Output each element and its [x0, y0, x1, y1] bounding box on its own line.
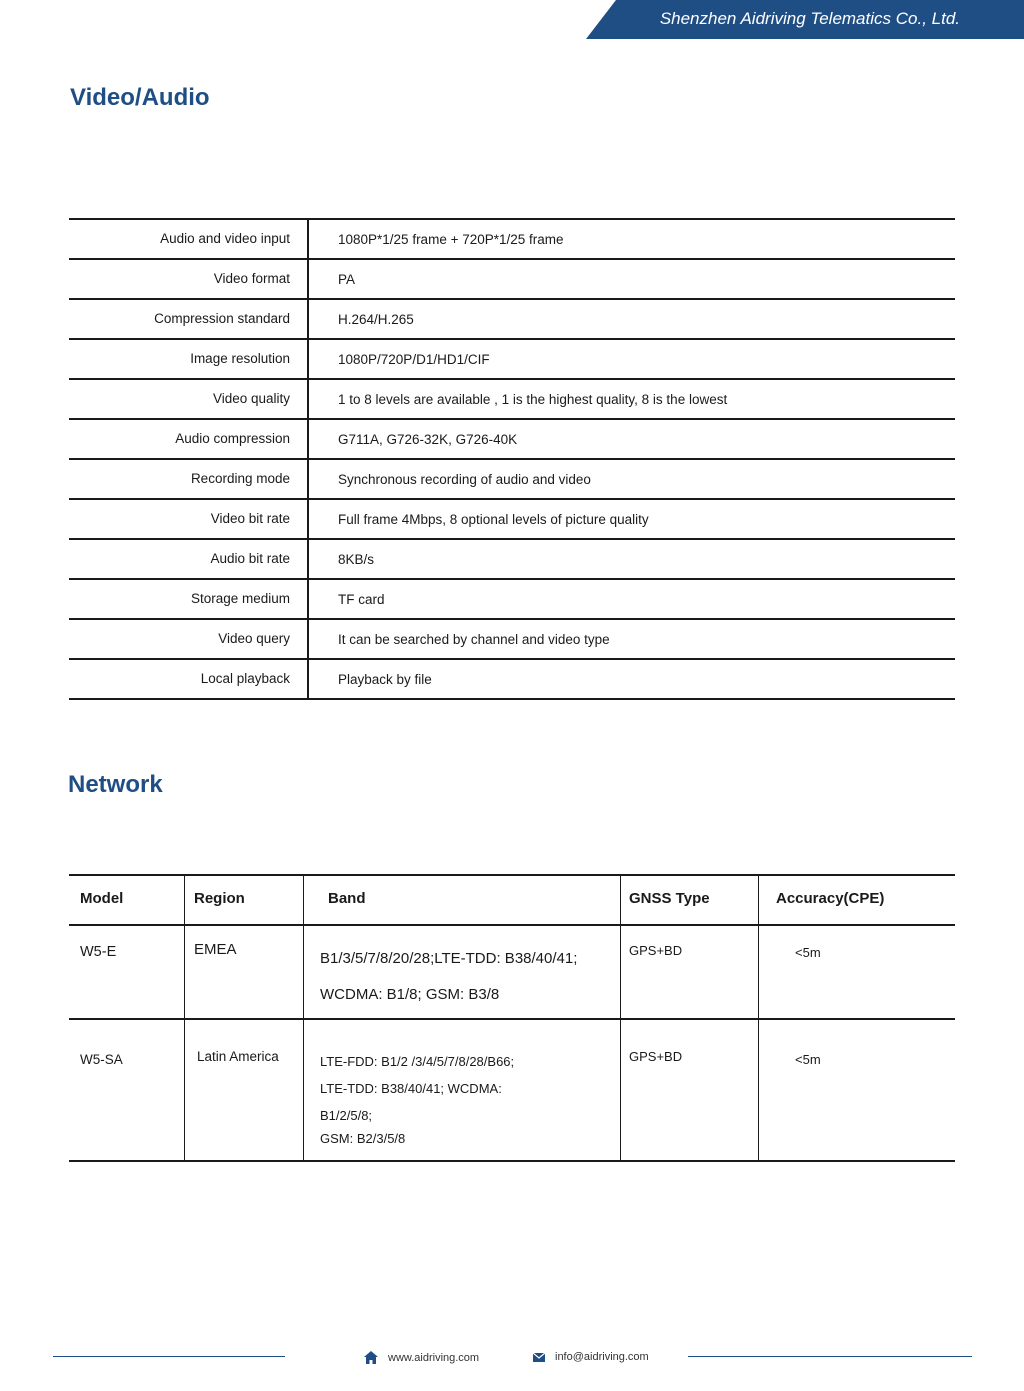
table-row — [69, 658, 955, 700]
spec-value: Synchronous recording of audio and video — [338, 472, 591, 487]
video-audio-table — [69, 218, 955, 700]
header-model: Model — [69, 876, 185, 924]
table-row — [69, 1018, 955, 1162]
spec-label: Audio compression — [69, 420, 309, 458]
spec-label: Storage medium — [69, 580, 309, 618]
company-name: Shenzhen Aidriving Telematics Co., Ltd. — [659, 9, 960, 28]
spec-label: Audio bit rate — [69, 540, 309, 578]
spec-value: TF card — [338, 592, 385, 607]
footer-divider-right — [688, 1356, 972, 1357]
spec-value: 1080P/720P/D1/HD1/CIF — [338, 352, 490, 367]
band-cell — [304, 926, 621, 1018]
video-audio-title: Video/Audio — [70, 84, 210, 111]
band-line: B1/3/5/7/8/20/28;LTE-TDD: B38/40/41; — [320, 950, 578, 967]
region-cell: EMEA — [185, 926, 304, 1018]
header-gnss: GNSS Type — [621, 876, 759, 924]
network-title: Network — [68, 771, 163, 798]
table-row — [69, 258, 955, 298]
table-row — [69, 458, 955, 498]
spec-label: Audio and video input — [69, 220, 309, 258]
region-cell: Latin America — [185, 1020, 304, 1160]
spec-label: Local playback — [69, 660, 309, 698]
band-line: LTE-TDD: B38/40/41; WCDMA: — [320, 1081, 502, 1096]
table-row — [69, 618, 955, 658]
table-row — [69, 338, 955, 378]
table-row — [69, 298, 955, 338]
spec-value: PA — [338, 272, 356, 287]
spec-label: Image resolution — [69, 340, 309, 378]
spec-label: Recording mode — [69, 460, 309, 498]
header-region: Region — [185, 876, 304, 924]
band-line: WCDMA: B1/8; GSM: B3/8 — [320, 986, 500, 1003]
spec-value: Full frame 4Mbps, 8 optional levels of picture quality — [338, 512, 649, 527]
table-row — [69, 218, 955, 258]
spec-value: H.264/H.265 — [338, 312, 414, 327]
band-line: GSM: B2/3/5/8 — [320, 1131, 406, 1146]
band-cell — [304, 1020, 621, 1160]
spec-label: Video bit rate — [69, 500, 309, 538]
footer-website[interactable] — [364, 1351, 479, 1364]
spec-value: 8KB/s — [338, 552, 375, 567]
band-line: B1/2/5/8; — [320, 1108, 373, 1123]
spec-label: Compression standard — [69, 300, 309, 338]
mail-icon — [533, 1352, 545, 1362]
footer-email[interactable] — [533, 1351, 649, 1363]
gnss-cell: GPS+BD — [621, 1020, 759, 1160]
home-icon — [364, 1351, 378, 1364]
table-row — [69, 538, 955, 578]
spec-label: Video quality — [69, 380, 309, 418]
gnss-cell: GPS+BD — [621, 926, 759, 1018]
table-row — [69, 924, 955, 1018]
website-text[interactable]: www.aidriving.com — [388, 1351, 480, 1364]
accuracy-cell: <5m — [795, 945, 821, 960]
network-table — [69, 874, 955, 1162]
spec-label: Video query — [69, 620, 309, 658]
table-header-row — [69, 874, 955, 924]
table-row — [69, 418, 955, 458]
email-text[interactable]: info@aidriving.com — [555, 1351, 649, 1363]
spec-value: 1 to 8 levels are available , 1 is the highest quality, 8 is the lowest — [338, 392, 728, 407]
spec-label: Video format — [69, 260, 309, 298]
header-accuracy: Accuracy(CPE) — [776, 890, 885, 907]
spec-value: It can be searched by channel and video type — [338, 632, 610, 647]
table-row — [69, 498, 955, 538]
spec-value: Playback by file — [338, 672, 432, 687]
spec-value: G711A, G726-32K, G726-40K — [338, 432, 518, 447]
header-band: Band — [304, 876, 621, 924]
table-row — [69, 378, 955, 418]
spec-value: 1080P*1/25 frame + 720P*1/25 frame — [338, 232, 564, 247]
band-line: LTE-FDD: B1/2 /3/4/5/7/8/28/B66; — [320, 1054, 515, 1069]
model-cell: W5-SA — [69, 1020, 185, 1160]
accuracy-cell: <5m — [795, 1052, 821, 1067]
footer-divider-left — [53, 1356, 285, 1357]
table-row — [69, 578, 955, 618]
model-cell: W5-E — [69, 926, 185, 1018]
